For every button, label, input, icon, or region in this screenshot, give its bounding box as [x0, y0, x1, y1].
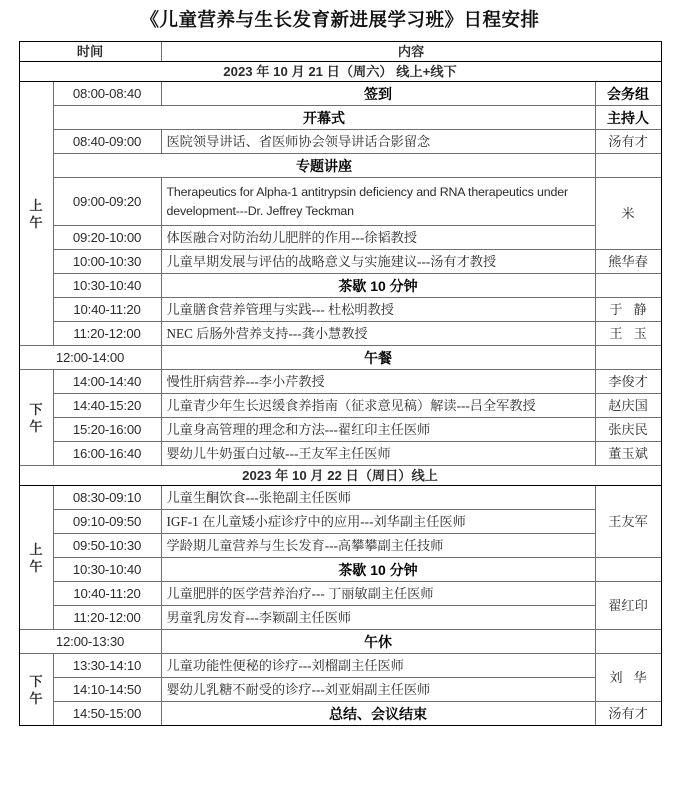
cell-time: 14:10-14:50: [53, 678, 161, 702]
cell-topic: 茶歇 10 分钟: [161, 558, 595, 582]
cell-topic: 儿童肥胖的医学营养治疗--- 丁丽敏副主任医师: [161, 582, 595, 606]
table-row: [19, 106, 661, 130]
cell-host: [595, 274, 661, 298]
table-row: [19, 298, 661, 322]
cell-host: 李俊才: [595, 370, 661, 394]
cell-host: [595, 154, 661, 178]
cell-time: 09:20-10:00: [53, 226, 161, 250]
table-row-lunchbreak: [19, 630, 661, 654]
cell-host: [595, 298, 661, 322]
cell-topic: 婴幼儿乳糖不耐受的诊疗---刘亚娟副主任医师: [161, 678, 595, 702]
cell-topic: 体医融合对防治幼儿肥胖的作用---徐韬教授: [161, 226, 595, 250]
table-row: [19, 154, 661, 178]
cell-topic: 儿童早期发展与评估的战略意义与实施建议---汤有才教授: [161, 250, 595, 274]
cell-time: 10:30-10:40: [53, 558, 161, 582]
cell-time: 08:00-08:40: [53, 82, 161, 106]
cell-host: 主持人: [595, 106, 661, 130]
cell-host: [595, 630, 661, 654]
table-row: [19, 510, 661, 534]
day2-afternoon-period-label: [19, 654, 53, 726]
cell-time: 10:00-10:30: [53, 250, 161, 274]
table-row: [19, 678, 661, 702]
cell-time: 10:40-11:20: [53, 582, 161, 606]
cell-topic: 开幕式: [53, 106, 595, 130]
cell-time: 12:00-14:00: [19, 346, 161, 370]
table-row: [19, 394, 661, 418]
cell-time: 08:40-09:00: [53, 130, 161, 154]
cell-host: 张庆民: [595, 418, 661, 442]
cell-host: [595, 654, 661, 702]
cell-time: 09:10-09:50: [53, 510, 161, 534]
header-time: 时间: [19, 41, 161, 61]
table-row: [19, 558, 661, 582]
cell-time: 11:20-12:00: [53, 322, 161, 346]
day1-date-band: 2023 年 10 月 21 日（周六） 线上+线下: [19, 62, 661, 82]
table-row: [19, 582, 661, 606]
table-row: [19, 702, 661, 726]
cell-host: [595, 558, 661, 582]
period-char-2: 午: [29, 214, 43, 230]
cell-host: [595, 322, 661, 346]
table-row-lunch: [19, 346, 661, 370]
cell-time: 14:00-14:40: [53, 370, 161, 394]
table-row: [19, 486, 661, 510]
table-row: [19, 82, 661, 106]
cell-time: 15:20-16:00: [53, 418, 161, 442]
page-title: 《儿童营养与生长发育新进展学习班》日程安排: [140, 9, 540, 30]
cell-time: 12:00-13:30: [19, 630, 161, 654]
period-char-1: 下: [29, 401, 43, 417]
cell-topic: Therapeutics for Alpha-1 antitrypsin deficiency and RNA therapeutics under development---Dr. Jeffrey Teckman: [161, 178, 595, 226]
period-char-2: 午: [29, 690, 43, 706]
period-char-1: 上: [29, 197, 43, 213]
cell-host: [595, 346, 661, 370]
cell-topic: 男童乳房发育---李颖副主任医师: [161, 606, 595, 630]
cell-time: 13:30-14:10: [53, 654, 161, 678]
host-surname: 王: [609, 326, 623, 342]
day1-morning-period-label: [19, 82, 53, 346]
cell-host: 汤有才: [595, 702, 661, 726]
schedule-table: [19, 41, 662, 726]
cell-topic: 儿童功能性便秘的诊疗---刘榴副主任医师: [161, 654, 595, 678]
cell-topic: 学龄期儿童营养与生长发育---高攀攀副主任技师: [161, 534, 595, 558]
cell-host: 董玉斌: [595, 442, 661, 466]
cell-host: 赵庆国: [595, 394, 661, 418]
table-row: [19, 442, 661, 466]
day2-date-band: 2023 年 10 月 22 日（周日）线上: [19, 466, 661, 486]
day1-band-row: [19, 62, 661, 82]
table-row: [19, 654, 661, 678]
day1-afternoon-period-label: [19, 370, 53, 466]
host-name-1: 米: [621, 206, 635, 222]
table-row: [19, 418, 661, 442]
host-surname: 于: [609, 302, 623, 318]
cell-time: 14:40-15:20: [53, 394, 161, 418]
cell-host: 会务组: [595, 82, 661, 106]
cell-host: [595, 178, 661, 250]
cell-topic: 茶歇 10 分钟: [161, 274, 595, 298]
table-row: [19, 226, 661, 250]
cell-topic: NEC 后肠外营养支持---龚小慧教授: [161, 322, 595, 346]
table-row: [19, 274, 661, 298]
cell-time: 11:20-12:00: [53, 606, 161, 630]
cell-time: 09:50-10:30: [53, 534, 161, 558]
table-row: [19, 370, 661, 394]
host-surname: 刘: [609, 670, 623, 686]
cell-topic: 儿童生酮饮食---张艳副主任医师: [161, 486, 595, 510]
cell-topic: 婴幼儿牛奶蛋白过敏---王友军主任医师: [161, 442, 595, 466]
cell-time: 10:30-10:40: [53, 274, 161, 298]
table-row: [19, 534, 661, 558]
table-row: [19, 322, 661, 346]
day2-band-row: [19, 466, 661, 486]
cell-topic: IGF-1 在儿童矮小症诊疗中的应用---刘华副主任医师: [161, 510, 595, 534]
cell-host: 熊华春: [595, 250, 661, 274]
cell-topic: 专题讲座: [53, 154, 595, 178]
table-row: [19, 178, 661, 226]
host-givenname: 华: [633, 670, 647, 686]
cell-time: 14:50-15:00: [53, 702, 161, 726]
cell-host: 翟红印: [595, 582, 661, 630]
table-row: [19, 606, 661, 630]
cell-topic: 儿童身高管理的理念和方法---翟红印主任医师: [161, 418, 595, 442]
cell-topic: 午餐: [161, 346, 595, 370]
day2-morning-period-label: [19, 486, 53, 630]
cell-host: 汤有才: [595, 130, 661, 154]
period-char-1: 下: [29, 673, 43, 689]
cell-time: 08:30-09:10: [53, 486, 161, 510]
host-givenname: 静: [633, 302, 647, 318]
table-header-row: [19, 41, 661, 61]
cell-topic: 儿童膳食营养管理与实践--- 杜松明教授: [161, 298, 595, 322]
table-row: [19, 250, 661, 274]
cell-topic: 医院领导讲话、省医师协会领导讲话合影留念: [161, 130, 595, 154]
period-char-1: 上: [29, 541, 43, 557]
host-givenname: 玉: [633, 326, 647, 342]
cell-topic: 总结、会议结束: [161, 702, 595, 726]
cell-time: 09:00-09:20: [53, 178, 161, 226]
cell-topic: 午休: [161, 630, 595, 654]
cell-host: 王友军: [595, 486, 661, 558]
cell-topic: 慢性肝病营养---李小芹教授: [161, 370, 595, 394]
cell-time: 16:00-16:40: [53, 442, 161, 466]
period-char-2: 午: [29, 558, 43, 574]
cell-topic: 签到: [161, 82, 595, 106]
period-char-2: 午: [29, 418, 43, 434]
cell-time: 10:40-11:20: [53, 298, 161, 322]
header-content: 内容: [161, 41, 661, 61]
cell-topic: 儿童青少年生长迟缓食养指南（征求意见稿）解读---吕全军教授: [161, 394, 595, 418]
table-row: [19, 130, 661, 154]
